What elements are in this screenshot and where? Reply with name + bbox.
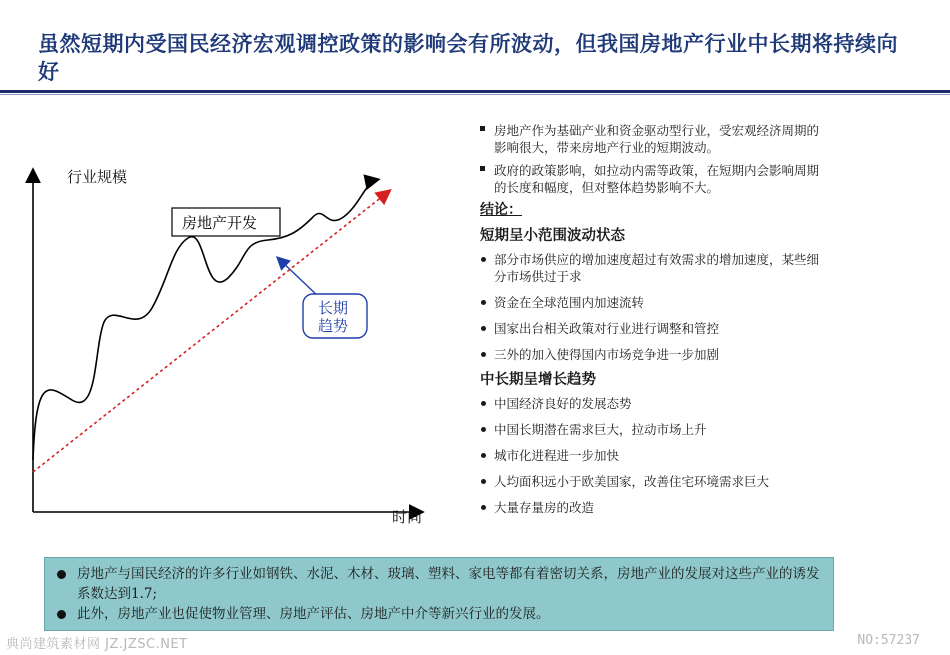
bullet-icon [481, 257, 486, 262]
list-item-text: 三外的加入使得国内市场竞争进一步加剧 [494, 347, 720, 362]
bullet-icon [481, 505, 486, 510]
list-item [480, 320, 825, 337]
mid-long-term-heading: 中长期呈增长趋势 [480, 372, 596, 388]
bullet-icon [481, 427, 486, 432]
trend-label-line2: 趋势 [318, 317, 349, 335]
short-term-heading: 短期呈小范围波动状态 [480, 228, 625, 244]
title-divider [0, 90, 950, 93]
bullet-icon [481, 401, 486, 406]
list-item-text: 部分市场供应的增加速度超过有效需求的增加速度，某些细分市场供过于求 [494, 252, 820, 284]
bullet-icon [481, 352, 486, 357]
square-bullet-icon [480, 166, 485, 171]
square-bullet-icon [480, 126, 485, 131]
y-axis-label: 行业规模 [67, 168, 128, 186]
bullet-icon [481, 479, 486, 484]
list-item [480, 499, 825, 516]
summary-note-box [44, 557, 834, 631]
bullet-icon [481, 326, 486, 331]
conclusion-title: 结论： [480, 202, 522, 218]
bullet-icon [57, 610, 66, 619]
page-title: 虽然短期内受国民经济宏观调控政策的影响会有所波动，但我国房地产行业中长期将持续向好 [38, 32, 898, 84]
list-item [480, 447, 825, 464]
trend-callout-pointer [279, 259, 320, 298]
list-item-text: 中国经济良好的发展态势 [494, 396, 632, 411]
industry-trend-diagram [20, 160, 440, 530]
intro-text: 房地产作为基础产业和资金驱动型行业，受宏观经济周期的影响很大，带来房地产行业的短期波动。 [494, 123, 820, 155]
watermark-number: NO:57237 [857, 633, 920, 648]
list-item-text: 城市化进程进一步加快 [494, 448, 620, 463]
list-item-text: 中国长期潜在需求巨大，拉动市场上升 [494, 422, 707, 437]
list-item [480, 251, 825, 285]
bullet-icon [481, 300, 486, 305]
list-item-text: 大量存量房的改造 [494, 500, 595, 515]
intro-item [480, 122, 825, 156]
watermark-site: 典尚建筑素材网 JZ.JZSC.NET [6, 637, 188, 652]
list-item-text: 人均面积远小于欧美国家，改善住宅环境需求巨大 [494, 474, 770, 489]
bullet-icon [57, 570, 66, 579]
curve-label: 房地产开发 [182, 214, 258, 232]
bullet-icon [481, 453, 486, 458]
list-item [480, 421, 825, 438]
list-item-text: 资金在全球范围内加速流转 [494, 295, 645, 310]
list-item [480, 294, 825, 311]
right-panel [480, 122, 825, 525]
x-axis-label: 时间 [392, 508, 423, 526]
note-item [55, 564, 823, 604]
list-item [480, 395, 825, 412]
note-text: 此外，房地产业也促使物业管理、房地产评估、房地产中介等新兴行业的发展。 [77, 606, 550, 622]
title-divider-thin [0, 94, 950, 95]
note-item [55, 604, 823, 624]
intro-item [480, 162, 825, 196]
list-item [480, 346, 825, 363]
intro-text: 政府的政策影响，如拉动内需等政策，在短期内会影响周期的长度和幅度，但对整体趋势影响不大。 [494, 163, 820, 195]
note-text: 房地产与国民经济的许多行业如钢铁、水泥、木材、玻璃、塑料、家电等都有着密切关系，房地产业的发展对这些产业的诱发系数达到1.7; [77, 566, 820, 602]
list-item [480, 473, 825, 490]
list-item-text: 国家出台相关政策对行业进行调整和管控 [494, 321, 720, 336]
trend-label-line1: 长期 [318, 299, 349, 317]
